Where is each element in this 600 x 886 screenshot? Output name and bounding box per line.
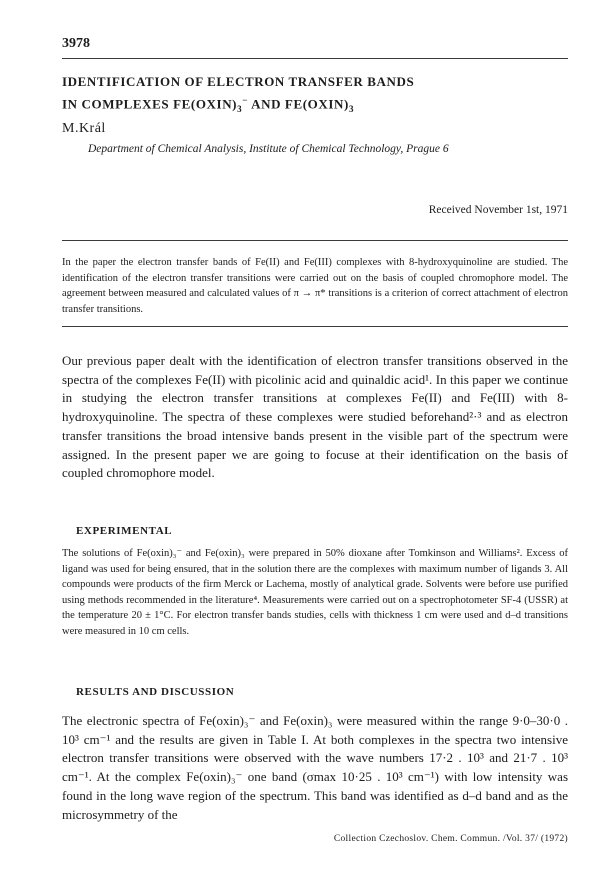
title-compound-1-sub: 3 [237,103,243,114]
top-rule [62,58,568,59]
title-compound-2: FE(OXIN) [284,96,349,112]
page-number: 3978 [62,36,90,51]
title-and: AND [247,96,285,112]
title-line-1: IDENTIFICATION OF ELECTRON TRANSFER BANDS [62,74,415,89]
article-title [62,72,568,119]
experimental-paragraph: The solutions of Fe(oxin)₃⁻ and Fe(oxin)₃ were prepared in 50% dioxane after Tomkinson and Williams². Excess of ligand was used for being ensured, that in the solution there are the complexes with maximum number of ligands 3. All compounds were products of the firm Merck or Lachema, mostly of analytical grade. Solvents were before use purified using methods recommended in the literature⁴. Measurements were carried out on a spectrophotometer SF-4 (USSR) at the temperature 20 ± 1°C. For electron transfer bands studies, cells with thickness 1 cm were used and d–d transitions were measured in 10 cm cells. [62,548,568,637]
title-line-2 [62,91,568,119]
abstract-end-rule [62,326,568,327]
title-compound-1: FE(OXIN) [173,96,238,112]
abstract: In the paper the electron transfer bands of Fe(II) and Fe(III) complexes with 8-hydroxyquinoline are studied. The identification of the electron transfer transitions were carried out on the basis of coupled chromophore model. The agreement between measured and calculated values of π → π* transitions is a criterion of correct attachment of electron transfer transitions. [62,257,568,315]
journal-citation: Collection Czechoslov. Chem. Commun. /Vol. 37/ (1972) [333,834,568,844]
author-affiliation: Department of Chemical Analysis, Institute of Chemical Technology, Prague 6 [88,143,449,155]
title-prefix: IN COMPLEXES [62,96,174,112]
title-compound-2-sub: 3 [348,103,355,114]
received-date: Received November 1st, 1971 [428,204,568,216]
abstract-rule [62,240,568,241]
introduction-paragraph: Our previous paper dealt with the identification of electron transfer transitions observed in the spectra of the complexes Fe(II) with picolinic acid and quinaldic acid¹. In this paper we continue in studying the electron transfer transitions at complexes Fe(II) and Fe(III) with 8-hydroxyquinoline. The spectra of these complexes were studied beforehand²·³ and as electron transfer transitions the broad intensive bands present in the visible part of the spectrum were assigned. In the present paper we are going to focuse at their identification on the basis of coupled chromophore model. [62,353,568,481]
experimental-heading: EXPERIMENTAL [76,525,173,537]
author-name: M.Král [62,121,106,136]
results-paragraph: The electronic spectra of Fe(oxin)₃⁻ and Fe(oxin)₃ were measured within the range 9·0–30·0 . 10³ cm⁻¹ and the results are given in Table I. At both complexes in the spectra two intensive electron transfer transitions were observed with the wave numbers 17·2 . 10³ and 21·7 . 10³ cm⁻¹. At the complex Fe(oxin)₃⁻ one band (σmax 10·25 . 10³ cm⁻¹) with low intensity was found in the long wave region of the spectrum. This band was identified as d–d band and as the microsymmetry of the [62,713,568,822]
results-heading: RESULTS AND DISCUSSION [76,686,235,698]
title-compound-1-sup: − [242,95,248,105]
